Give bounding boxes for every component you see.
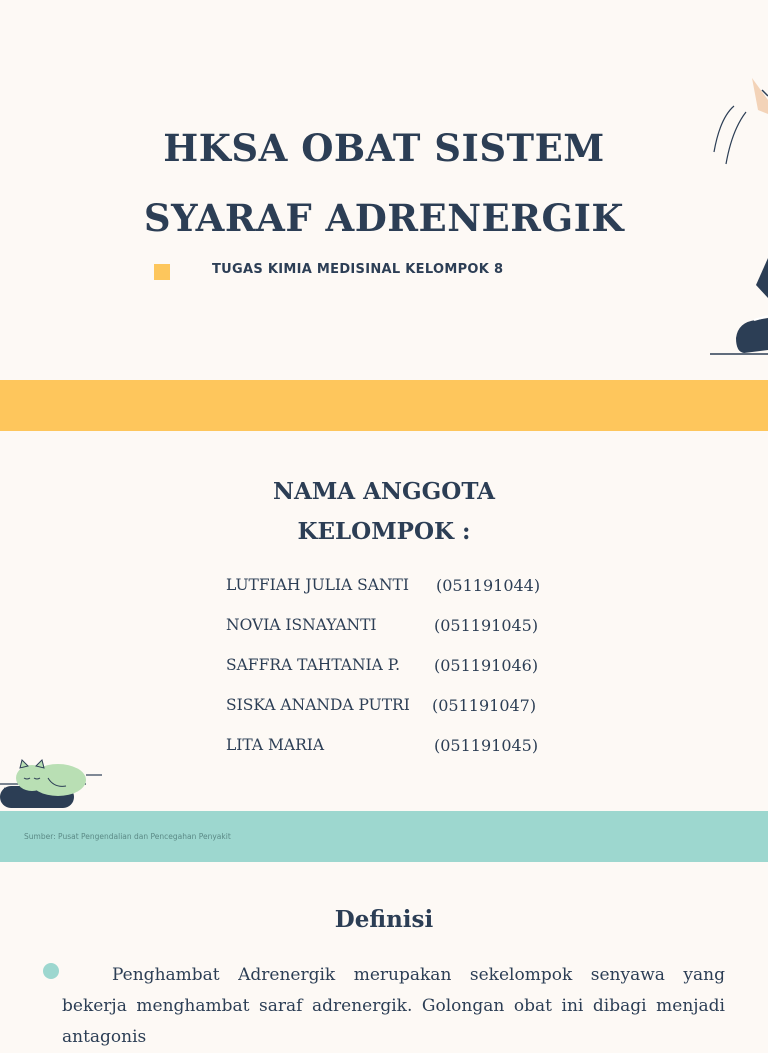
members-heading-line-1: NAMA ANGGOTA (272, 478, 496, 505)
subtitle: TUGAS KIMIA MEDISINAL KELOMPOK 8 (212, 262, 504, 277)
bullet-square-icon (154, 264, 170, 280)
member-row (226, 576, 646, 616)
members-heading (0, 472, 768, 552)
person-illustration-icon (700, 70, 768, 370)
member-row (226, 616, 646, 656)
sleeping-cat-icon (0, 756, 106, 812)
title-line-2: SYARAF ADRENERGIK (143, 196, 625, 240)
member-name: LITA MARIA (226, 736, 325, 754)
members-heading-line-2: KELOMPOK : (297, 518, 471, 545)
member-row (226, 736, 646, 776)
member-name: NOVIA ISNAYANTI (226, 616, 377, 634)
member-nim: (051191046) (434, 656, 539, 675)
yellow-divider-band (0, 380, 768, 431)
title-line-1: HKSA OBAT SISTEM (163, 126, 605, 170)
member-nim: (051191047) (432, 696, 537, 715)
member-nim: (051191045) (434, 616, 539, 635)
source-note: Sumber: Pusat Pengendalian dan Pencegahan Penyakit (24, 832, 231, 841)
bullet-dot-icon (43, 963, 59, 979)
member-name: LUTFIAH JULIA SANTI (226, 576, 410, 594)
member-nim: (051191045) (434, 736, 539, 755)
member-name: SAFFRA TAHTANIA P. (226, 656, 401, 674)
definition-title: Definisi (334, 906, 434, 933)
member-name: SISKA ANANDA PUTRI (226, 696, 410, 714)
member-row (226, 696, 646, 736)
member-nim: (051191044) (436, 576, 541, 595)
definition-paragraph: Penghambat Adrenergik merupakan sekelompok senyawa yang bekerja menghambat saraf adrenergik. Golongan obat ini dibagi menjadi antagonis (62, 965, 725, 1047)
member-row (226, 656, 646, 696)
